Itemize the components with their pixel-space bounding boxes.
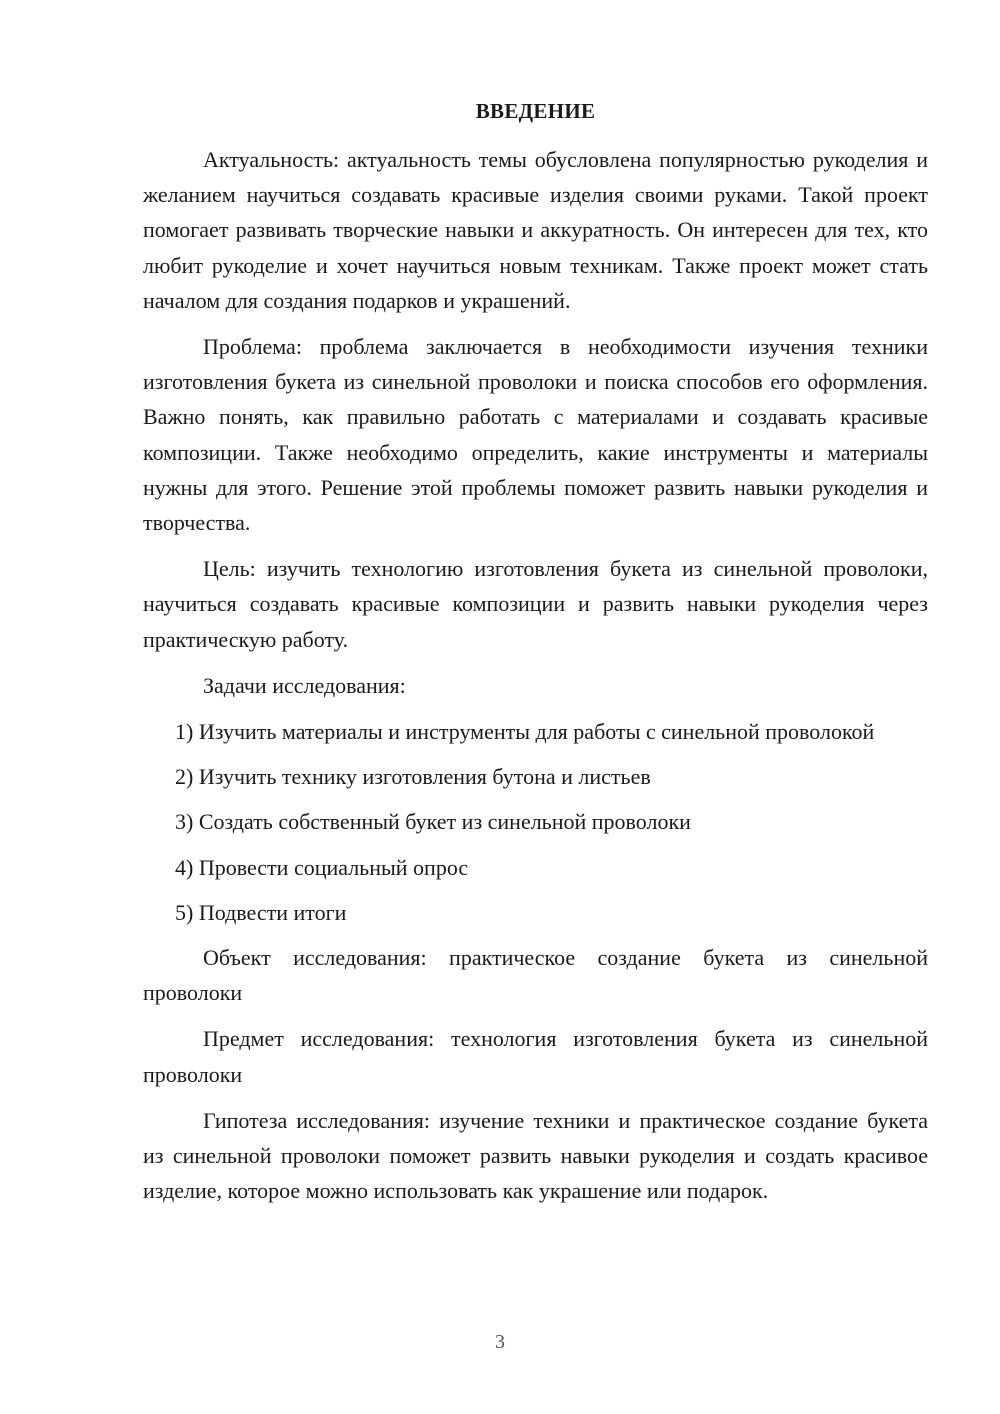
paragraph-hypothesis: Гипотеза исследования: изучение техники и практическое создание букета из синельной проволоки поможет развить навыки рукоделия и создать красивое изделие, которое можно использовать как украшение или подарок. <box>143 1107 928 1204</box>
list-item: 5) Подвести итоги <box>175 899 347 925</box>
paragraph-subject: Предмет исследования: технология изготовления букета из синельной проволоки <box>143 1026 928 1087</box>
page-number: 3 <box>495 1331 505 1353</box>
list-item: 4) Провести социальный опрос <box>175 854 469 880</box>
document-page <box>143 94 928 1219</box>
list-item: 3) Создать собственный букет из синельной проволоки <box>175 809 691 835</box>
section-heading: ВВЕДЕНИЕ <box>475 99 596 123</box>
paragraph-object: Объект исследования: практическое создание букета из синельной проволоки <box>143 945 928 1006</box>
paragraph-relevance: Актуальность: актуальность темы обусловлена популярностью рукоделия и желанием научиться создавать красивые изделия своими руками. Такой проект помогает развивать творческие навыки и аккуратность. Он интересен для тех, кто любит рукоделие и хочет научиться новым техникам. Также проект может стать началом для создания подарков и украшений. <box>143 147 928 313</box>
list-item: 2) Изучить технику изготовления бутона и листьев <box>175 764 651 790</box>
paragraph-goal: Цель: изучить технологию изготовления букета из синельной проволоки, научиться создавать красивые композиции и развить навыки рукоделия через практическую работу. <box>143 556 928 652</box>
paragraph-problem: Проблема: проблема заключается в необходимости изучения техники изготовления букета из синельной проволоки и поиска способов его оформления. Важно понять, как правильно работать с материалами и создавать красивые композиции. Также необходимо определить, какие инструменты и материалы нужны для этого. Решение этой проблемы поможет развить навыки рукоделия и творчества. <box>143 334 928 536</box>
list-item: 1) Изучить материалы и инструменты для работы с синельной проволокой <box>175 719 875 745</box>
paragraph-tasks-intro: Задачи исследования: <box>203 672 406 698</box>
tasks-list <box>143 714 928 930</box>
